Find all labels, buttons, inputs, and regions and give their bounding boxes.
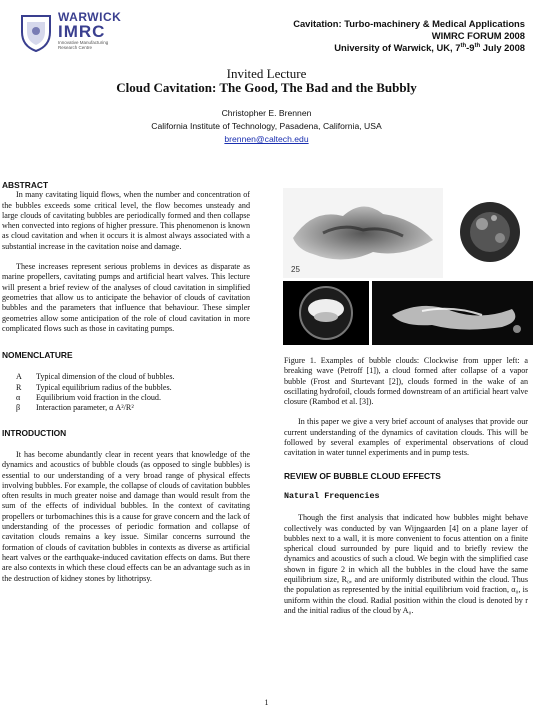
warwick-imrc-logo <box>18 10 143 54</box>
paper-title: Cloud Cavitation: The Good, The Bad and the Bubbly <box>116 80 417 95</box>
natural-frequencies-heading: Natural Frequencies <box>284 490 380 501</box>
venue-post: July 2008 <box>480 42 525 54</box>
breaking-wave-image <box>283 188 443 278</box>
abstract-paragraph-1: In many cavitating liquid flows, when the number and concentration of the bubbles exceeds some critical level, the flow becomes unsteady and large clouds of cavitating bubbles are periodically formed and then collapse when convected into regions of higher pressure. This phenomenon is known as cloud cavitation and when it occurs it is almost always associated with a substantial increase in the cavitation noise and damage. <box>2 190 250 251</box>
nomenclature-list <box>2 372 250 413</box>
nomenclature-symbol: α <box>16 393 21 403</box>
venue-dates <box>293 41 525 54</box>
author-name: Christopher E. Brennen <box>221 108 312 118</box>
natural-frequencies-paragraph: Though the first analysis that indicated how bubbles might behave collectively was conducted by van Wijngaarden [4] on a plane layer of bubbles next to a wall, it is more convenient to focus attention on a finite spherical cloud surrounded by pure liquid and to briefly review the dynamics and acoustics of such a cloud. We begin with the simplified case shown in figure 2 in which all the bubbles in the cloud have the same equilibrium size, R₀, and are uniformly distributed within the cloud. Thus the population as represented by the initial equilibrium void fraction, α₀, is uniform within the cloud. Radial position within the cloud is denoted by r and the initial radius of the cloud by A₀. <box>284 513 528 615</box>
nomenclature-item <box>2 393 250 403</box>
abstract-paragraph-2: These increases represent serious problems in devices as disparate as marine propellers, cavitating pumps and artificial heart valves. This lecture will present a brief review of the analyses of cloud cavitation in simplified geometries that allow us to anticipate the behavior of clouds of cavitation bubbles and the parameters that influence that behaviour. These simpler geometries allow some anticipation of the role of cloud cavitation in more complicated flows such as those in cavitating pumps. <box>2 262 250 333</box>
logo-line-subtitle-b: Research Centre <box>58 45 93 50</box>
figure-plate-number: 25 <box>291 265 300 274</box>
left-column <box>2 180 250 584</box>
author-affiliation: California Institute of Technology, Pasadena, California, USA <box>151 121 382 131</box>
venue-mid: -9 <box>466 42 475 54</box>
introduction-paragraph-1: It has become abundantly clear in recent years that knowledge of the dynamics and acoustics of bubble clouds (as opposed to single bubbles) is essential to our understanding of a very broad range of physical effects involving bubbles. For example, the collapse of clouds of cavitation bubbles often results in much greater noise and damage than would result from the sum of the effects of individual bubbles. In the context of cavitating propellers or turbomachines this is a cause for grave concern and the lack of understanding of the processes of periodic formation and collapse of cavitation clouds remains a key issue. Similar concerns surround the formation of clouds of cavitation bubbles in contexts as diverse as artificial heart valves or the earthquake-induced cavitation effects on dams. But there are also contexts in which these cloud effects can be an advantage such as in the destruction of kidney stones by lithotripsy. <box>2 449 250 583</box>
nomenclature-description: Typical equilibrium radius of the bubbles. <box>36 382 172 392</box>
nomenclature-description: Interaction parameter, α A²/R² <box>36 403 134 413</box>
logo-line-imrc: IMRC <box>58 22 106 41</box>
nomenclature-symbol: A <box>16 372 22 382</box>
nomenclature-item <box>2 403 250 413</box>
nomenclature-symbol: β <box>16 403 21 413</box>
venue-sup-1: th <box>460 43 467 49</box>
author-email-link[interactable]: brennen@caltech.edu <box>224 134 309 144</box>
venue-text: University of Warwick, UK, 7 <box>334 42 461 54</box>
page-number: 1 <box>264 698 269 707</box>
nomenclature-description: Equilibrium void fraction in the cloud. <box>36 393 161 403</box>
forum-name: WIMRC FORUM 2008 <box>431 29 525 41</box>
nomenclature-item <box>2 372 250 382</box>
nomenclature-item <box>2 383 250 393</box>
logo-wordmark <box>58 10 121 50</box>
introduction-heading: INTRODUCTION <box>2 427 67 438</box>
warwick-crest-icon <box>18 12 54 52</box>
invited-lecture-label: Invited Lecture <box>226 66 307 81</box>
oscillating-hydrofoil-image <box>283 281 369 345</box>
logo-line-warwick: WARWICK <box>58 10 122 24</box>
nomenclature-symbol: R <box>16 382 22 392</box>
nomenclature-description: Typical dimension of the cloud of bubbles. <box>36 372 175 382</box>
abstract-heading: ABSTRACT <box>2 180 49 190</box>
figure-1-caption: Figure 1. Examples of bubble clouds: Clockwise from upper left: a breaking wave (Petroff [1]), a cloud formed after collapse of a vapor bubble (Frost and Sturtevant [2]), clouds formed in the wake of an oscillating hydrofoil, clouds formed downstream of an artificial heart valve closure (Rambod et al. [3]). <box>284 356 528 407</box>
heart-valve-closure-image <box>372 281 533 345</box>
review-heading: REVIEW OF BUBBLE CLOUD EFFECTS <box>284 470 441 481</box>
conference-name: Cavitation: Turbo-machinery & Medical Applications <box>293 18 525 29</box>
collapsed-vapor-bubble-image <box>446 188 533 278</box>
intro-overview-paragraph: In this paper we give a very brief account of analyses that provide our current understanding of the dynamics of cavitation clouds. This will be followed by several examples of experimental observations of cloud cavitation in water tunnel experiments and in pump tests. <box>284 417 528 458</box>
conference-header <box>293 18 525 54</box>
logo-line-subtitle-a: Innovative Manufacturing <box>58 40 109 45</box>
nomenclature-heading: NOMENCLATURE <box>2 350 73 361</box>
venue-sup-2: th <box>474 43 481 49</box>
right-column <box>284 356 528 616</box>
